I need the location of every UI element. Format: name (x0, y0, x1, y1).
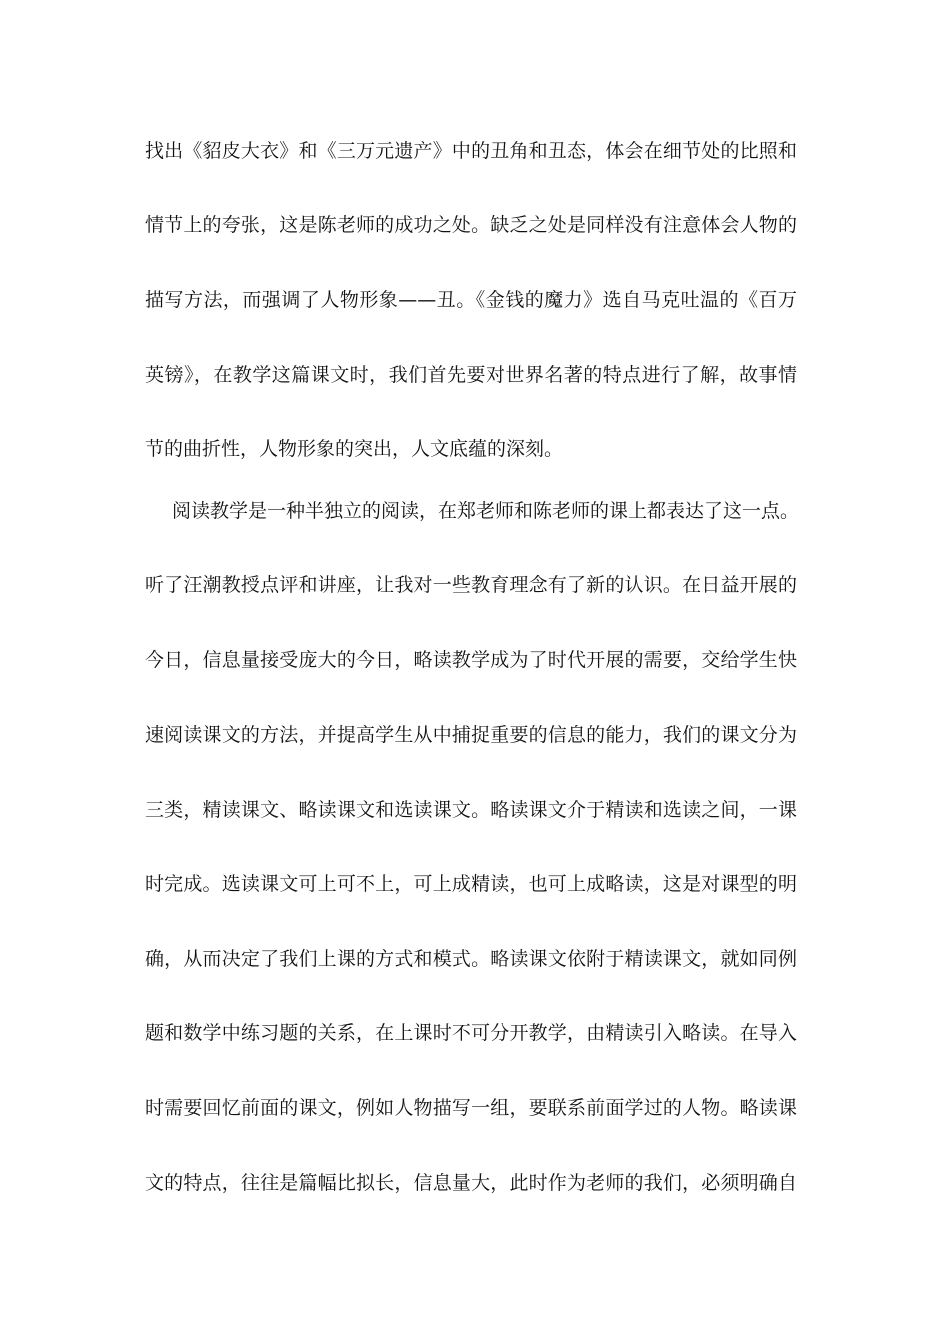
text-line: 情节上的夸张，这是陈老师的成功之处。缺乏之处是同样没有注意体会人物的 (145, 214, 797, 236)
text-line: 时完成。选读课文可上可不上，可上成精读，也可上成略读，这是对课型的明 (145, 873, 797, 895)
text-line: 速阅读课文的方法，并提高学生从中捕捉重要的信息的能力，我们的课文分为 (145, 724, 797, 746)
text-line: 文的特点，往往是篇幅比拟长，信息量大，此时作为老师的我们，必须明确自 (145, 1172, 797, 1194)
text-line: 找出《貂皮大衣》和《三万元遗产》中的丑角和丑态，体会在细节处的比照和 (145, 140, 797, 162)
text-line: 节的曲折性，人物形象的突出，人文底蕴的深刻。 (145, 438, 564, 460)
text-line: 确，从而决定了我们上课的方式和模式。略读课文依附于精读课文，就如同例 (145, 948, 797, 970)
text-line: 三类，精读课文、略读课文和选读课文。略读课文介于精读和选读之间，一课 (145, 799, 797, 821)
paragraph-first-line: 阅读教学是一种半独立的阅读，在郑老师和陈老师的课上都表达了这一点。 (172, 500, 800, 522)
text-line: 英镑》，在教学这篇课文时，我们首先要对世界名著的特点进行了解，故事情 (145, 364, 797, 386)
text-line: 题和数学中练习题的关系，在上课时不可分开教学，由精读引入略读。在导入 (145, 1022, 797, 1044)
text-line: 描写方法，而强调了人物形象——丑。《金钱的魔力》选自马克吐温的《百万 (145, 289, 797, 311)
text-line: 今日，信息量接受庞大的今日，略读教学成为了时代开展的需要，交给学生快 (145, 649, 797, 671)
text-line: 时需要回忆前面的课文，例如人物描写一组，要联系前面学过的人物。略读课 (145, 1097, 797, 1119)
text-line: 听了汪潮教授点评和讲座，让我对一些教育理念有了新的认识。在日益开展的 (145, 574, 797, 596)
